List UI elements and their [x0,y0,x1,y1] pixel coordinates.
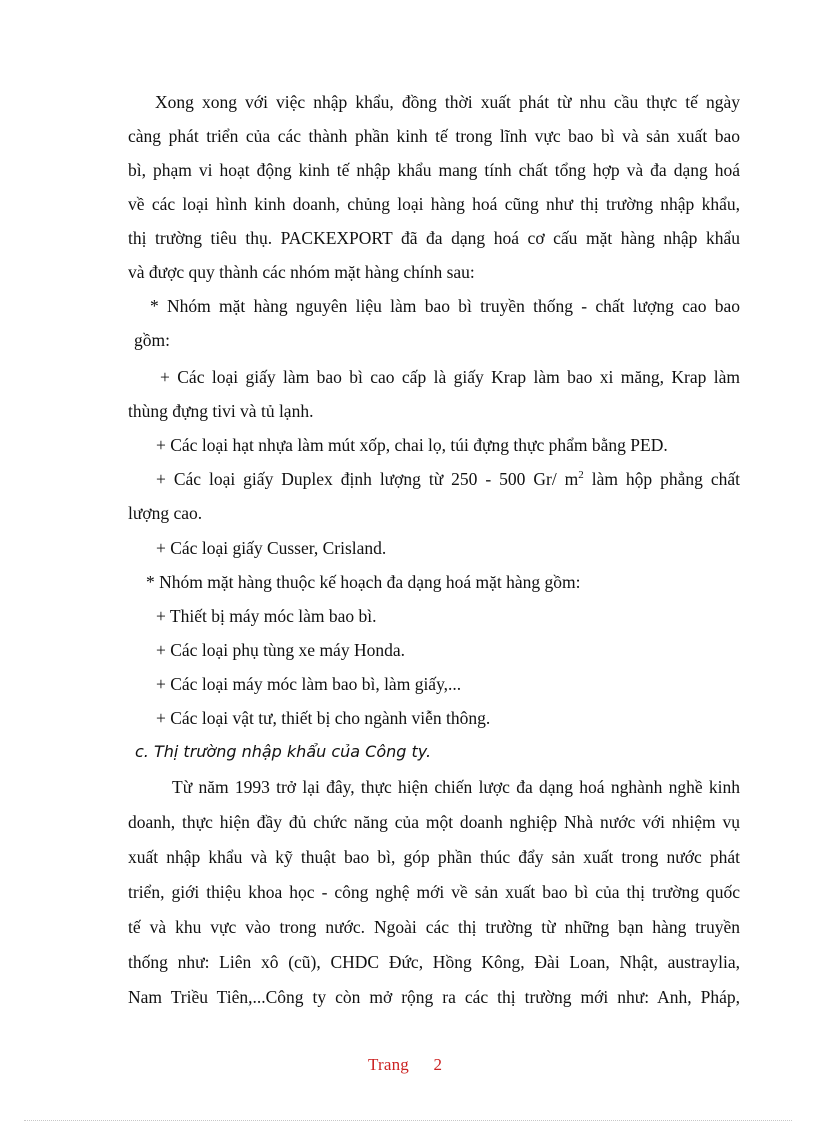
paragraph-line: Nam Triều Tiên,...Công ty còn mở rộng ra các thị trường mới như: Anh, Pháp, [128,987,740,1007]
paragraph-line: Xong xong với việc nhập khẩu, đồng thời xuất phát từ nhu cầu thực tế ngày [155,92,740,112]
group-heading: gồm: [134,330,170,350]
list-item: + Các loại giấy làm bao bì cao cấp là giấy Krap làm bao xi măng, Krap làm [160,367,740,387]
list-item: + Các loại máy móc làm bao bì, làm giấy,... [156,674,462,694]
page-number: 2 [433,1055,443,1074]
list-item: + Các loại vật tư, thiết bị cho ngành viễn thông. [156,708,491,728]
list-item: + Thiết bị máy móc làm bao bì. [156,606,377,626]
list-item: + Các loại phụ tùng xe máy Honda. [156,640,405,660]
list-item-text: làm hộp phẳng chất [583,469,740,489]
paragraph-line: càng phát triển của các thành phần kinh tế trong lĩnh vực bao bì và sản xuất bao [128,126,740,146]
page-bottom-divider [24,1120,792,1121]
paragraph-line: Từ năm 1993 trở lại đây, thực hiện chiến lược đa dạng hoá nghành nghề kinh [172,777,740,797]
paragraph-line: triển, giới thiệu khoa học - công nghệ mới về sản xuất bao bì của thị trường quốc [128,882,740,902]
paragraph-line: tế và khu vực vào trong nước. Ngoài các thị trường từ những bạn hàng truyền [128,917,740,937]
group-heading: * Nhóm mặt hàng nguyên liệu làm bao bì truyền thống - chất lượng cao bao [150,296,740,316]
paragraph-line: về các loại hình kinh doanh, chủng loại hàng hoá cũng như thị trường nhập khẩu, [128,194,740,214]
paragraph-line: xuất nhập khẩu và kỹ thuật bao bì, góp phần thúc đẩy sản xuất trong nước phát [128,847,740,867]
superscript: 2 [578,469,584,482]
section-heading: c. Thị trường nhập khẩu của Công ty. [135,742,432,761]
list-item: + Các loại hạt nhựa làm mút xốp, chai lọ, túi đựng thực phẩm bằng PED. [156,435,668,455]
page-label: Trang [368,1055,409,1074]
list-item: + Các loại giấy Cusser, Crisland. [156,538,387,558]
paragraph-line: thị trường tiêu thụ. PACKEXPORT đã đa dạng hoá cơ cấu mặt hàng nhập khẩu [128,228,740,248]
paragraph-line: doanh, thực hiện đầy đủ chức năng của một doanh nghiệp Nhà nước với nhiệm vụ [128,812,740,832]
paragraph-line: và được quy thành các nhóm mặt hàng chính sau: [128,262,475,282]
paragraph-line: thống như: Liên xô (cũ), CHDC Đức, Hồng Kông, Đài Loan, Nhật, austraylia, [128,952,740,972]
paragraph-line: bì, phạm vi hoạt động kinh tế nhập khẩu mang tính chất tổng hợp và đa dạng hoá [128,160,740,180]
list-item [156,468,740,490]
list-item: lượng cao. [128,503,203,523]
list-item: thùng đựng tivi và tủ lạnh. [128,401,314,421]
page-footer [368,1055,442,1075]
list-item-text: + Các loại giấy Duplex định lượng từ 250 - 500 Gr/ m [156,469,579,489]
group-heading: * Nhóm mặt hàng thuộc kế hoạch đa dạng hoá mặt hàng gồm: [146,572,581,592]
